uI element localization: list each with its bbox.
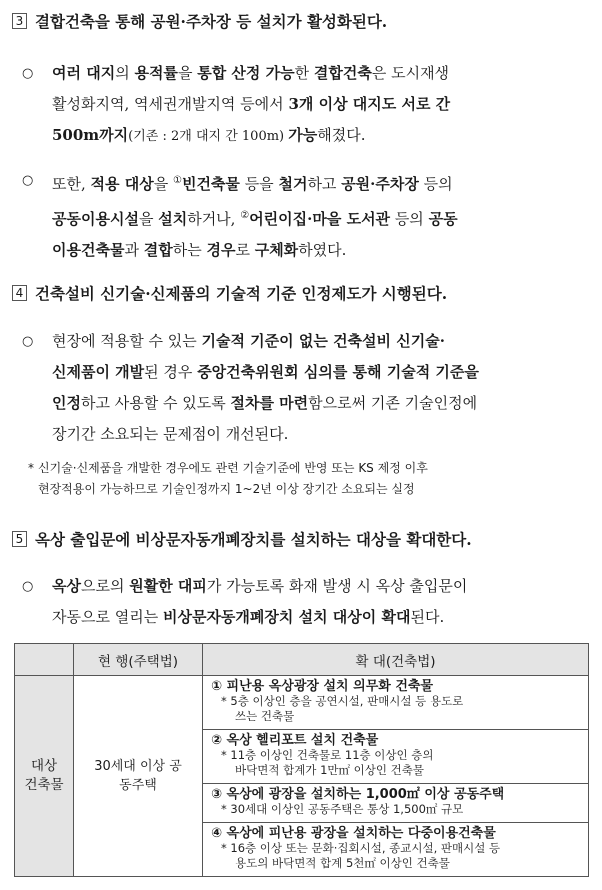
item-note: * 16층 이상 또는 문화·집회시설, 종교시설, 판매시설 등: [221, 841, 501, 855]
text-line: [52, 388, 590, 419]
text-run: 결합건축: [313, 64, 372, 82]
text-run: 철거: [278, 175, 308, 193]
section-title: 결합건축을 통해 공원·주차장 등 설치가 활성화된다.: [35, 12, 388, 31]
text-run: 기술적 기준이 없는 건축설비 신기술·: [201, 332, 445, 350]
text-line: [52, 120, 590, 152]
text-run: 500m까지: [52, 126, 129, 144]
text-line: [52, 419, 590, 450]
item-note: * 30세대 이상인 공동주택은 통상 1,500㎡ 규모: [221, 802, 464, 816]
text-run: 함으로써 기존 기술인정에: [308, 394, 478, 412]
table-item-cell: [203, 730, 589, 784]
text-run: 등의: [418, 175, 453, 193]
text-line: [52, 235, 590, 266]
circled-number: ①: [172, 175, 182, 186]
text-line: [52, 89, 590, 120]
text-run: 등을: [239, 175, 279, 193]
text-run: 된다.: [410, 608, 445, 626]
text-run: 3개 이상 대지도 서로 간: [288, 95, 451, 113]
text-run: 과: [124, 241, 144, 259]
section-title: 건축설비 신기술·신제품의 기술적 기준 인정제도가 시행된다.: [35, 284, 448, 303]
bullet-symbol: ○: [22, 66, 34, 81]
text-run: 옥상: [52, 577, 81, 595]
text-run: 적용 대상: [90, 175, 154, 193]
text-run: 하고 사용할 수 있도록: [80, 394, 231, 412]
text-run: 공원·주차장: [341, 175, 419, 193]
text-run: 로: [235, 241, 255, 259]
text-run: 결합: [143, 241, 173, 259]
bullet-symbol: ○: [22, 173, 34, 188]
footnote-line: 신기술·신제품을 개발한 경우에도 관련 기술기준에 반영 또는 KS 제정 이후: [38, 461, 428, 475]
item-title: ① 피난용 옥상광장 설치 의무화 건축물: [211, 679, 434, 694]
text-run: 통합 산정 가능: [197, 64, 295, 82]
item-note: * 5층 이상인 층을 공연시설, 판매시설 등 용도로: [221, 694, 464, 708]
section-number: 4: [12, 285, 27, 301]
text-run: 공동: [428, 210, 458, 228]
text-line: [52, 571, 590, 602]
text-run: 공동이용시설: [52, 210, 139, 228]
text-run: 경우: [206, 241, 236, 259]
table-row: [15, 676, 589, 730]
table-header-expanded: 확 대(건축법): [203, 644, 589, 676]
section-3-heading: [12, 10, 387, 32]
item-note: 바닥면적 합계가 1만㎡ 이상인 건축물: [235, 763, 424, 777]
text-run: 으로의: [80, 577, 130, 595]
table-item-cell: [203, 784, 589, 823]
item-title: ③ 옥상에 광장을 설치하는 1,000㎡ 이상 공동주택: [211, 787, 505, 802]
text-line: [52, 357, 590, 388]
bullet-text: [52, 165, 590, 266]
text-run: 하거나,: [187, 210, 241, 228]
section-number: 5: [12, 531, 27, 547]
table-header-row: [15, 644, 589, 676]
text-run: 하고: [307, 175, 342, 193]
text-run: 가 가능토록 화재 발생 시 옥상 출입문이: [206, 577, 468, 595]
section-5-heading: [12, 528, 472, 550]
footnote: [28, 458, 588, 502]
text-run: 된 경우: [144, 363, 198, 381]
section-number: 3: [12, 13, 27, 29]
item-title: ④ 옥상에 피난용 광장을 설치하는 다중이용건축물: [211, 826, 496, 841]
text-run: (기존 : 2개 대지 간 100m): [128, 129, 289, 144]
table-header-empty: [15, 644, 74, 676]
text-run: 신제품이 개발: [52, 363, 145, 381]
text-run: 여러 대지: [52, 64, 116, 82]
text-line: [52, 602, 590, 633]
text-run: 자동으로 열리는: [52, 608, 163, 626]
text-run: 원활한 대피: [129, 577, 207, 595]
text-run: 을: [138, 210, 159, 228]
comparison-table: [14, 643, 589, 877]
bullet-text: [52, 326, 590, 450]
section-4-heading: [12, 282, 447, 304]
text-run: 어린이집·마을 도서관: [249, 210, 391, 228]
bullet-item: [14, 58, 590, 154]
text-run: 절차를 마련: [230, 394, 309, 412]
item-note: 용도의 바닥면적 합계 5천㎡ 이상인 건축물: [235, 856, 450, 870]
text-run: 인정: [52, 394, 81, 412]
text-run: 등의: [390, 210, 429, 228]
text-run: 하였다.: [298, 241, 347, 259]
table-category-text: 대상 건축물: [24, 758, 64, 793]
text-run: 활성화지역, 역세권개발지역 등에서: [52, 95, 289, 113]
text-run: 설치: [158, 210, 188, 228]
footnote-text: [38, 458, 428, 500]
text-run: 의: [115, 64, 135, 82]
text-run: 을: [177, 64, 198, 82]
text-run: 하는: [172, 241, 207, 259]
table-item-cell: [203, 823, 589, 877]
table-current-cell: [74, 676, 203, 877]
text-line: [52, 58, 590, 89]
text-run: 이용건축물: [52, 241, 125, 259]
text-run: 은 도시재생: [371, 64, 450, 82]
item-title: ② 옥상 헬리포트 설치 건축물: [211, 733, 379, 748]
table-header-current: 현 행(주택법): [74, 644, 203, 676]
table-current-text: 30세대 이상 공동주택: [94, 759, 182, 793]
text-run: 장기간 소요되는 문제점이 개선된다.: [52, 425, 289, 443]
bullet-symbol: ○: [22, 334, 34, 349]
item-note: * 11층 이상인 건축물로 11층 이상인 층의: [221, 748, 434, 762]
table-item-cell: [203, 676, 589, 730]
text-run: 해졌다.: [317, 126, 366, 144]
text-run: 중앙건축위원회 심의를 통해 기술적 기준을: [197, 363, 479, 381]
text-line: [52, 326, 590, 357]
text-run: 용적률: [134, 64, 178, 82]
text-run: 을: [153, 175, 173, 193]
bullet-item: [14, 326, 590, 454]
text-run: 구체화: [254, 241, 299, 259]
table-category-cell: [15, 676, 74, 877]
section-title: 옥상 출입문에 비상문자동개폐장치를 설치하는 대상을 확대한다.: [35, 530, 472, 549]
circled-number: ②: [240, 210, 250, 221]
footnote-line: 현장적용이 가능하므로 기술인정까지 1~2년 이상 장기간 소요되는 실정: [38, 482, 415, 496]
text-run: 빈건축물: [181, 175, 240, 193]
footnote-marker: *: [28, 461, 34, 475]
text-run: 한: [294, 64, 314, 82]
text-line: [52, 200, 590, 235]
bullet-text: [52, 571, 590, 633]
text-line: [52, 165, 590, 200]
text-run: 가능: [288, 126, 318, 144]
text-run: 비상문자동개폐장치 설치 대상이 확대: [162, 608, 411, 626]
bullet-symbol: ○: [22, 579, 34, 594]
bullet-text: [52, 58, 590, 152]
bullet-item: [14, 571, 590, 635]
bullet-item: [14, 165, 590, 261]
text-run: 현장에 적용할 수 있는: [52, 332, 202, 350]
text-run: 또한,: [52, 175, 91, 193]
item-note: 쓰는 건축물: [235, 709, 295, 723]
